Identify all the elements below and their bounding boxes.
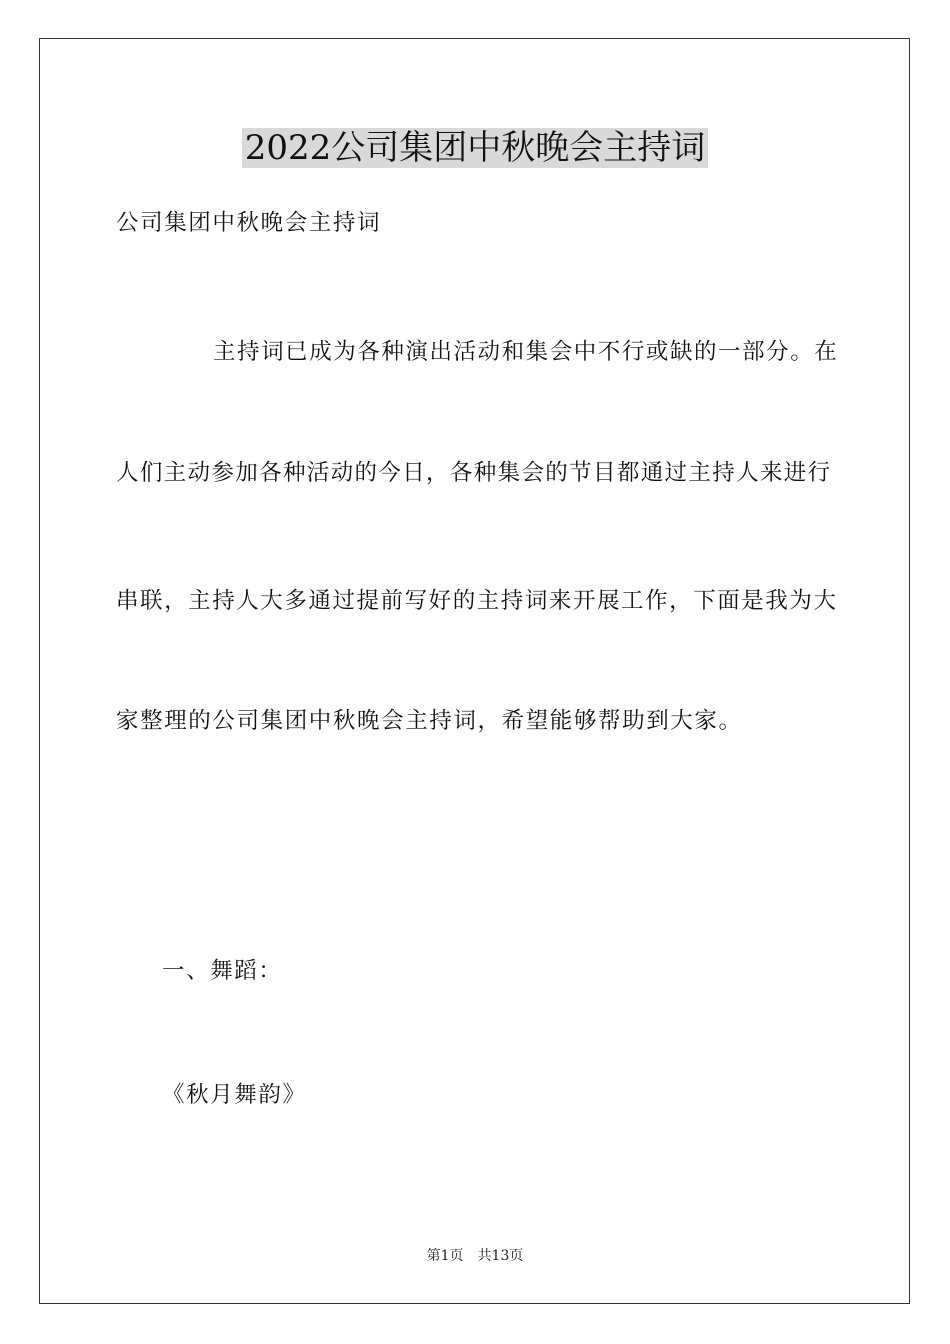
page-number: 第1页: [426, 1248, 464, 1264]
document-title-text: 2022公司集团中秋晚会主持词: [242, 128, 709, 168]
section-heading: 一、舞蹈：: [162, 958, 283, 984]
intro-line-1: 主持词已成为各种演出活动和集会中不行或缺的一部分。在: [213, 339, 839, 365]
page-footer: [0, 1246, 950, 1266]
page-total: 共13页: [477, 1248, 524, 1264]
section-item: 《秋月舞韵》: [162, 1082, 307, 1108]
intro-line-3: 串联，主持人大多通过提前写好的主持词来开展工作，下面是我为大: [116, 588, 838, 614]
document-title: [0, 126, 950, 170]
intro-line-2: 人们主动参加各种活动的今日，各种集会的节目都通过主持人来进行: [116, 460, 832, 486]
document-subtitle: 公司集团中秋晚会主持词: [116, 210, 382, 236]
intro-line-4: 家整理的公司集团中秋晚会主持词，希望能够帮助到大家。: [116, 708, 743, 734]
